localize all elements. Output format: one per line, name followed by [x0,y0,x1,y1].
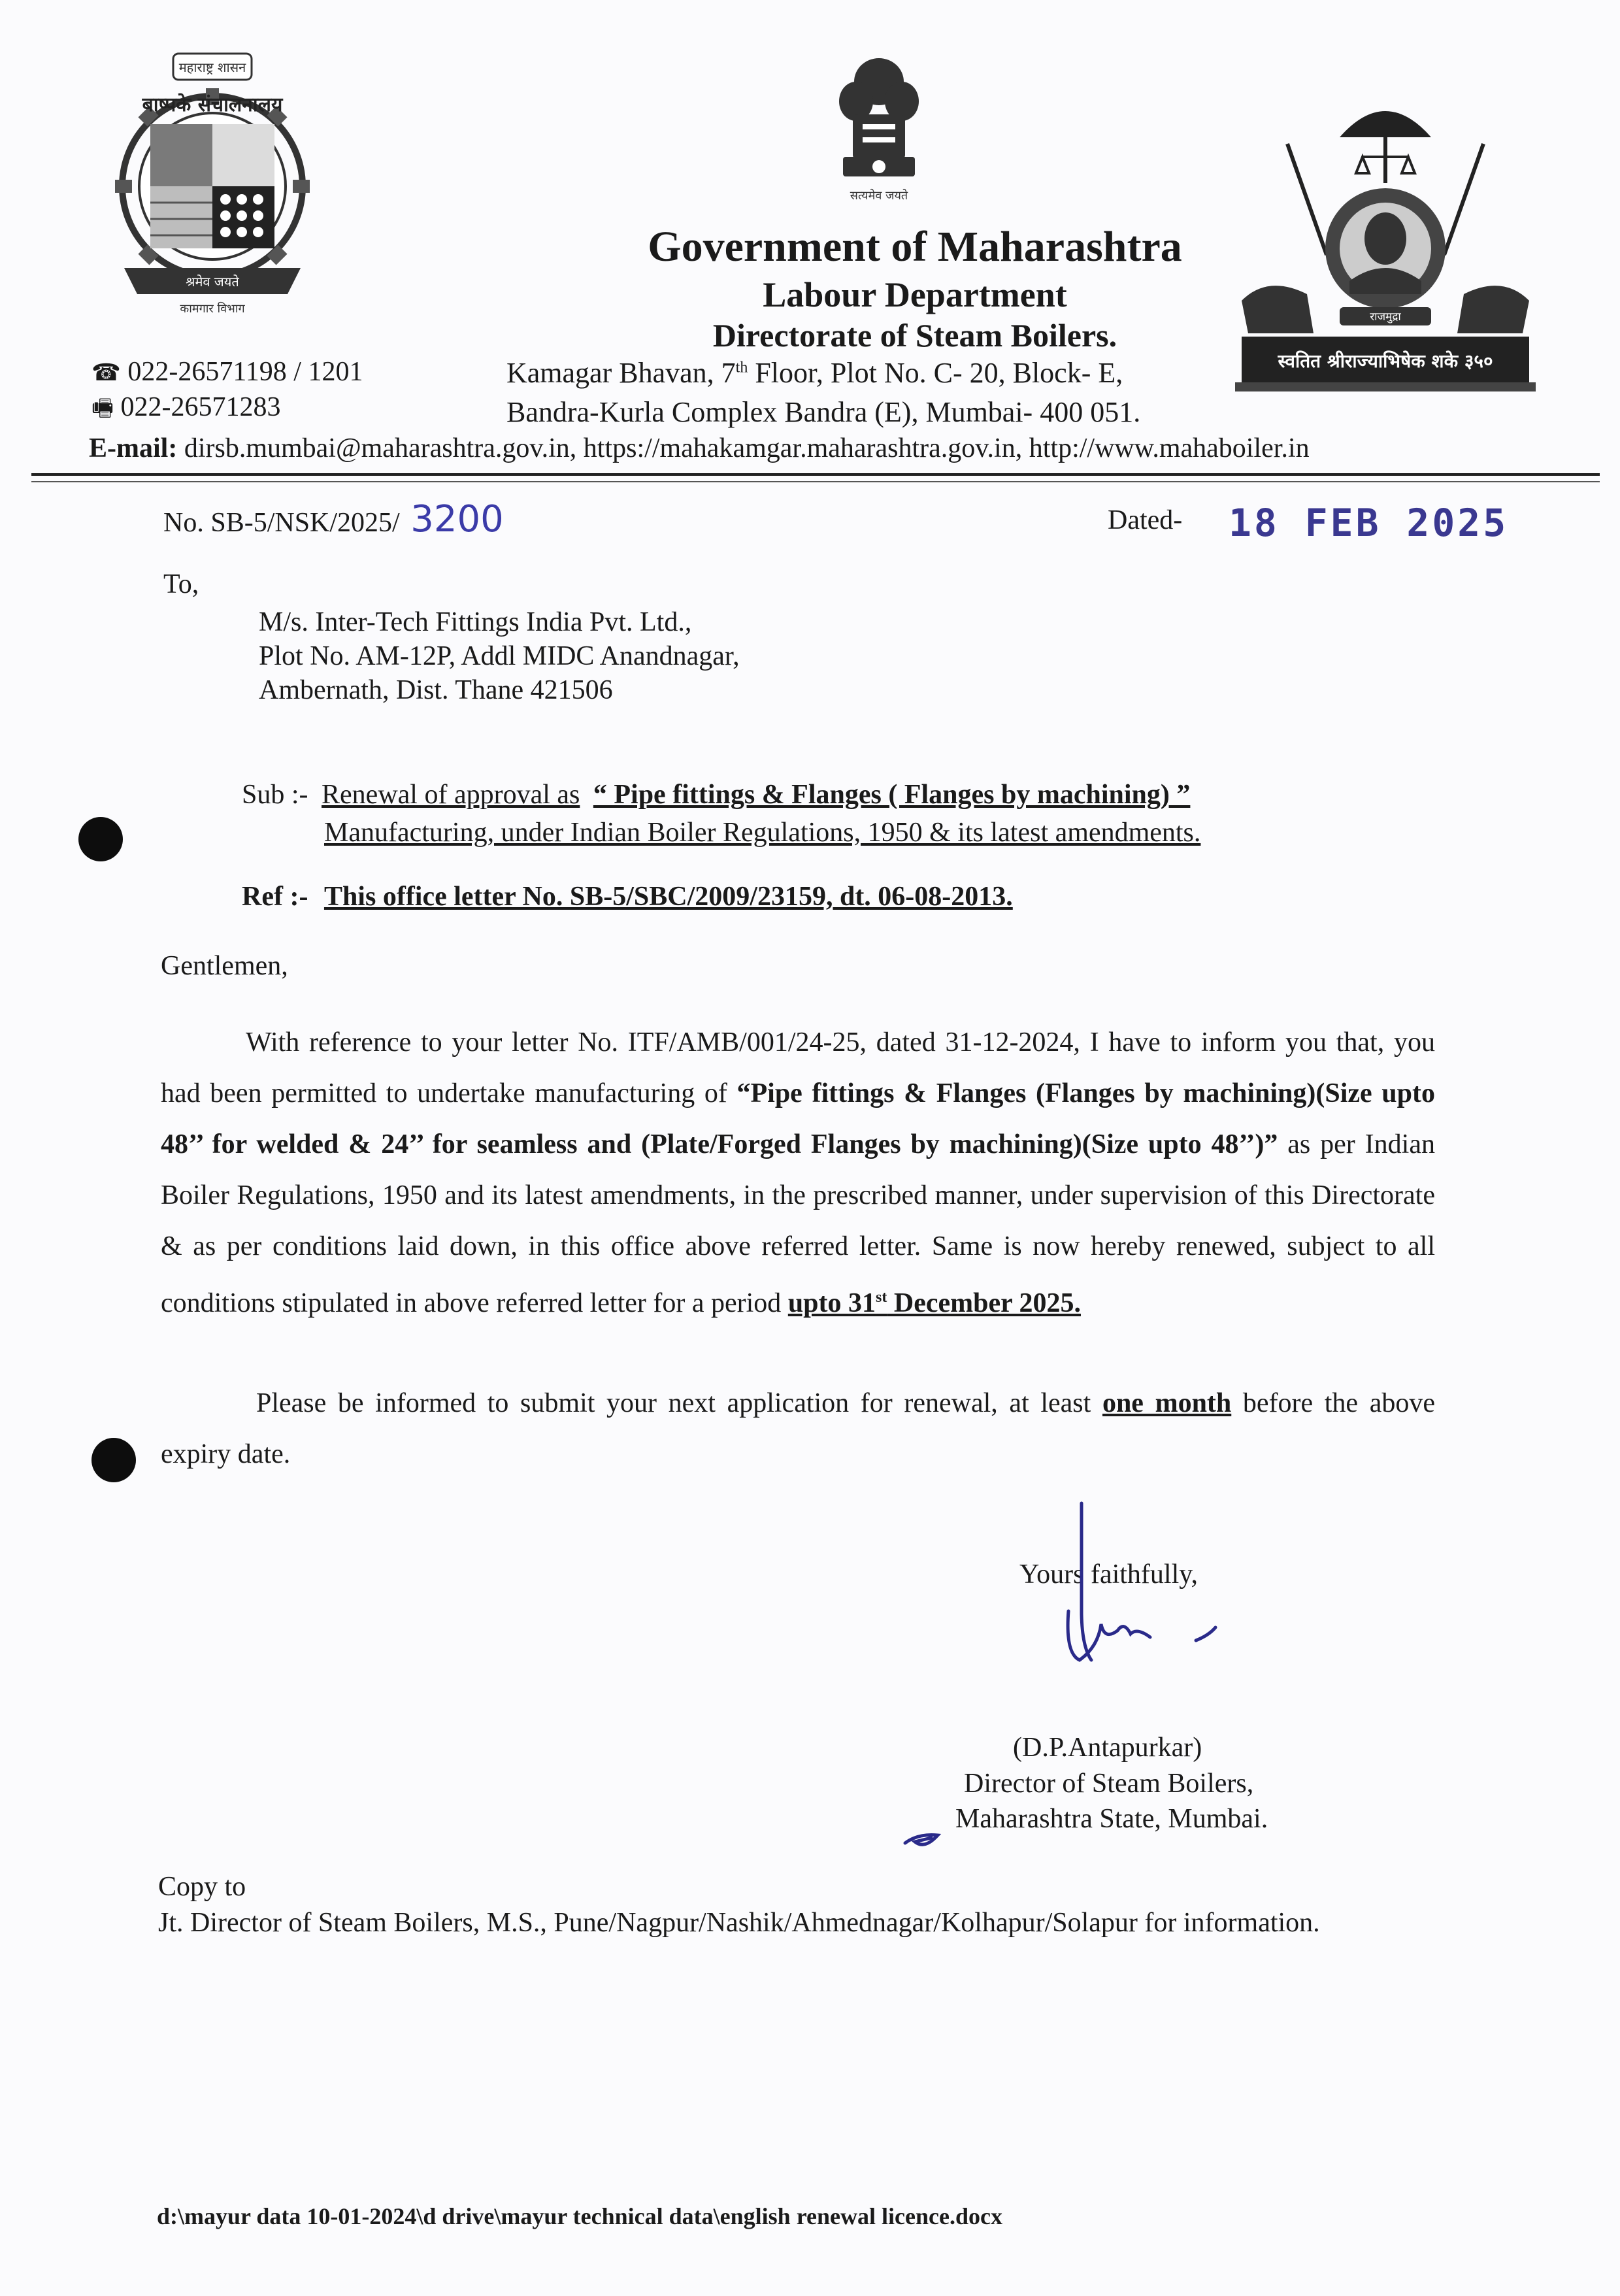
body-paragraph-2: Please be informed to submit your next application for renewal, at least one month before the above expiry date. [161,1388,1435,1469]
recipient-line-3: Ambernath, Dist. Thane 421506 [259,675,613,705]
recipient-line-2: Plot No. AM-12P, Addl MIDC Anandnagar, [259,641,740,671]
right-seal-small-text: राजमुद्रा [1370,310,1401,324]
department-title: Labour Department [763,275,1067,314]
body-paragraph-1: With reference to your letter No. ITF/AMB/001/24-25, dated 31-12-2024, I have to inform you that, you had been permitted to undertake manufacturing of “Pipe fittings & Flanges (Flanges by machining)(Size upto 48’’ for welded & 24’’ for seamless and (Plate/Forged Flanges by machining)(Size upto 48’’)” as per Indian Boiler Regulations, 1950 and its latest amendments, in the prescribed manner, under supervision of this Directorate & as per conditions laid down, in this office above referred letter. Same is now hereby renewed, subject to all conditions stipulated in above referred letter for a period upto 31st December 2025. [161,1027,1435,1318]
recipient-line-1: M/s. Inter-Tech Fittings India Pvt. Ltd., [259,607,692,637]
copy-to-recipients: Jt. Director of Steam Boilers, M.S., Pune/Nagpur/Nashik/Ahmednagar/Kolhapur/Solapur for information. [158,1908,1320,1938]
phone-number: ☎ 022-26571198 / 1201 [91,357,363,387]
date-stamp: 18 FEB 2025 [1229,501,1509,545]
header-divider [31,473,1600,476]
left-seal-motto: श्रमेव जयते [186,274,239,290]
signatory-place: Maharashtra State, Mumbai. [955,1804,1268,1834]
copy-to-label: Copy to [158,1872,246,1902]
dated-label: Dated- [1108,505,1183,535]
state-emblem-logo [827,52,931,209]
left-seal-bottom-text: कामगार विभाग [180,302,245,316]
fax-number: 🖷 022-26571283 [91,392,281,422]
subject-line-1: Sub :- Renewal of approval as “ Pipe fittings & Flanges ( Flanges by machining) ” [242,780,1191,810]
handwritten-outward-number: 3200 [410,498,504,541]
fax-icon: 🖷 [91,395,114,421]
directorate-seal-logo [105,46,320,320]
left-seal-top-text: महाराष्ट्र शासन [178,59,246,75]
punch-hole-bottom [91,1438,136,1482]
salutation: Gentlemen, [161,951,288,981]
reference-line: Ref :- This office letter No. SB-5/SBC/2009/23159, dt. 06-08-2013. [242,882,1013,912]
punch-hole-top [78,817,123,861]
email-line: E-mail: dirsb.mumbai@maharashtra.gov.in, https://mahakamgar.maharashtra.gov.in, http://www.mahaboiler.in [89,433,1310,463]
address-line-2: Bandra-Kurla Complex Bandra (E), Mumbai- 400 051. [506,396,1141,428]
address-line-1: Kamagar Bhavan, 7th Floor, Plot No. C- 20, Block- E, [506,357,1123,389]
phone-icon: ☎ [91,359,121,386]
signatory-name: (D.P.Antapurkar) [1013,1733,1202,1763]
right-seal-banner-text: स्वतित श्रीराज्याभिषेक शके ३५० [1278,350,1493,372]
initial-mark [902,1823,948,1856]
directorate-title: Directorate of Steam Boilers. [712,317,1117,354]
left-seal-arc-text: बाष्पके संचालनालय [142,93,283,116]
rajmudra-seal-logo [1229,85,1542,405]
signature-mark [1019,1497,1255,1693]
to-label: To, [163,569,199,599]
header-divider-thin [31,481,1600,482]
closing: Yours faithfully, [1019,1559,1198,1589]
document-file-path: d:\mayur data 10-01-2024\d drive\mayur technical data\english renewal licence.docx [157,2203,1002,2229]
government-title: Government of Maharashtra [648,223,1182,271]
subject-line-2: Manufacturing, under Indian Boiler Regulations, 1950 & its latest amendments. [324,818,1201,848]
emblem-motto: सत्यमेव जयते [850,189,908,203]
signatory-title: Director of Steam Boilers, [964,1769,1254,1799]
reference-number: No. SB-5/NSK/2025/ 3200 [163,498,504,541]
